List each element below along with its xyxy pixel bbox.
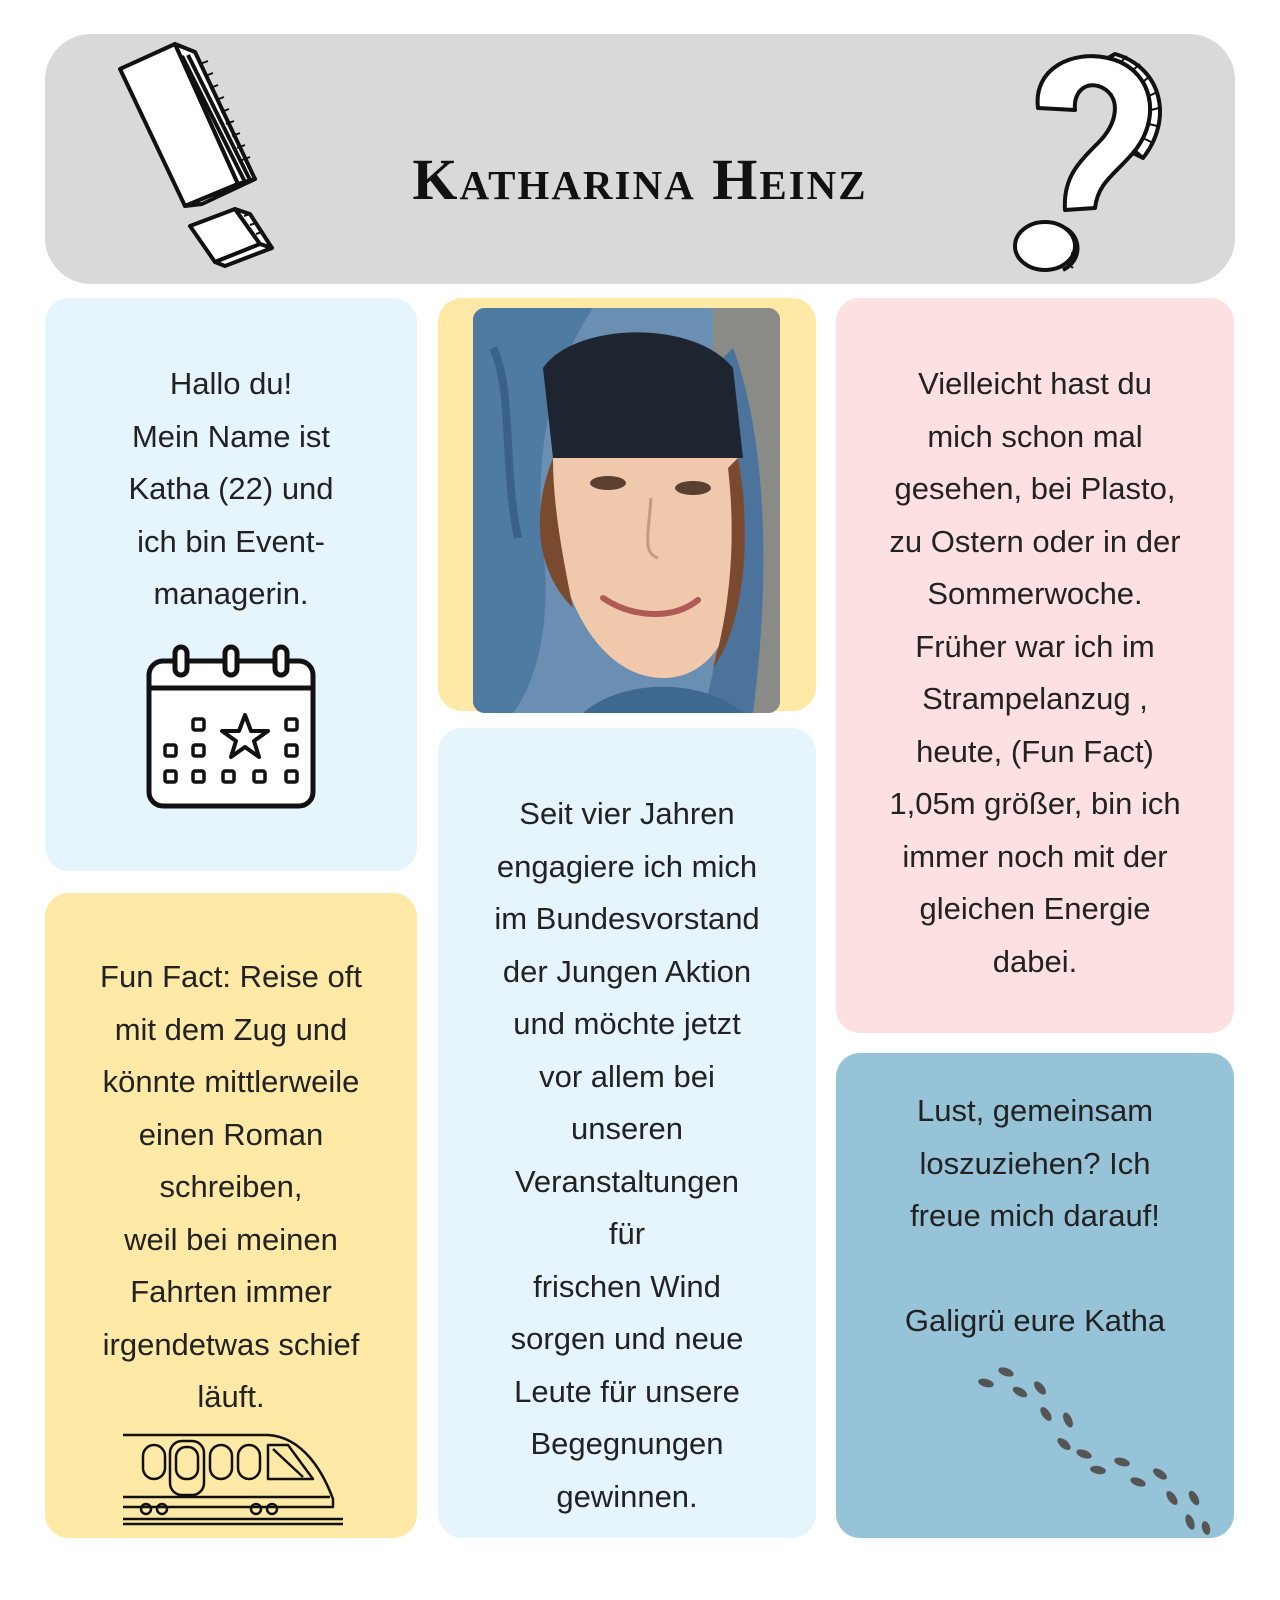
engagement-text: Seit vier Jahren engagiere ich mich im Bundesvorstand der Jungen Aktion und möchte jetzt vor allem bei unseren Veranstaltungen für frischen Wind sorgen und neue Leute für unsere Begegnungen gewinnen. — [494, 796, 760, 1514]
question-mark-icon — [1003, 48, 1173, 278]
funfact-card — [45, 893, 417, 1538]
intro-text: Hallo du! Mein Name ist Katha (22) und ich bin Event- managerin. — [128, 366, 334, 611]
engagement-card — [438, 728, 816, 1538]
footprints-icon — [976, 1358, 1216, 1538]
photo-card — [438, 298, 816, 711]
funfact-text: Fun Fact: Reise oft mit dem Zug und könnte mittlerweile einen Roman schreiben, weil bei meinen Fahrten immer irgendetwas schief läuft. — [100, 959, 362, 1414]
history-text: Vielleicht hast du mich schon mal gesehen, bei Plasto, zu Ostern oder in der Sommerwoche. Früher war ich im Strampelanzug , heute, (Fun Fact) 1,05m größer, bin ich immer noch mit der gleichen Energie dabei. — [889, 366, 1181, 979]
history-card — [836, 298, 1234, 1033]
closing-card — [836, 1053, 1234, 1538]
page-title: Katharina Heinz — [412, 147, 868, 212]
train-icon — [118, 1427, 348, 1527]
portrait-photo — [473, 308, 780, 713]
intro-card — [45, 298, 417, 871]
header-banner — [45, 34, 1235, 284]
closing-text: Lust, gemeinsam loszuziehen? Ich freue mich darauf! Galigrü eure Katha — [904, 1093, 1166, 1338]
calendar-star-icon — [141, 643, 321, 813]
